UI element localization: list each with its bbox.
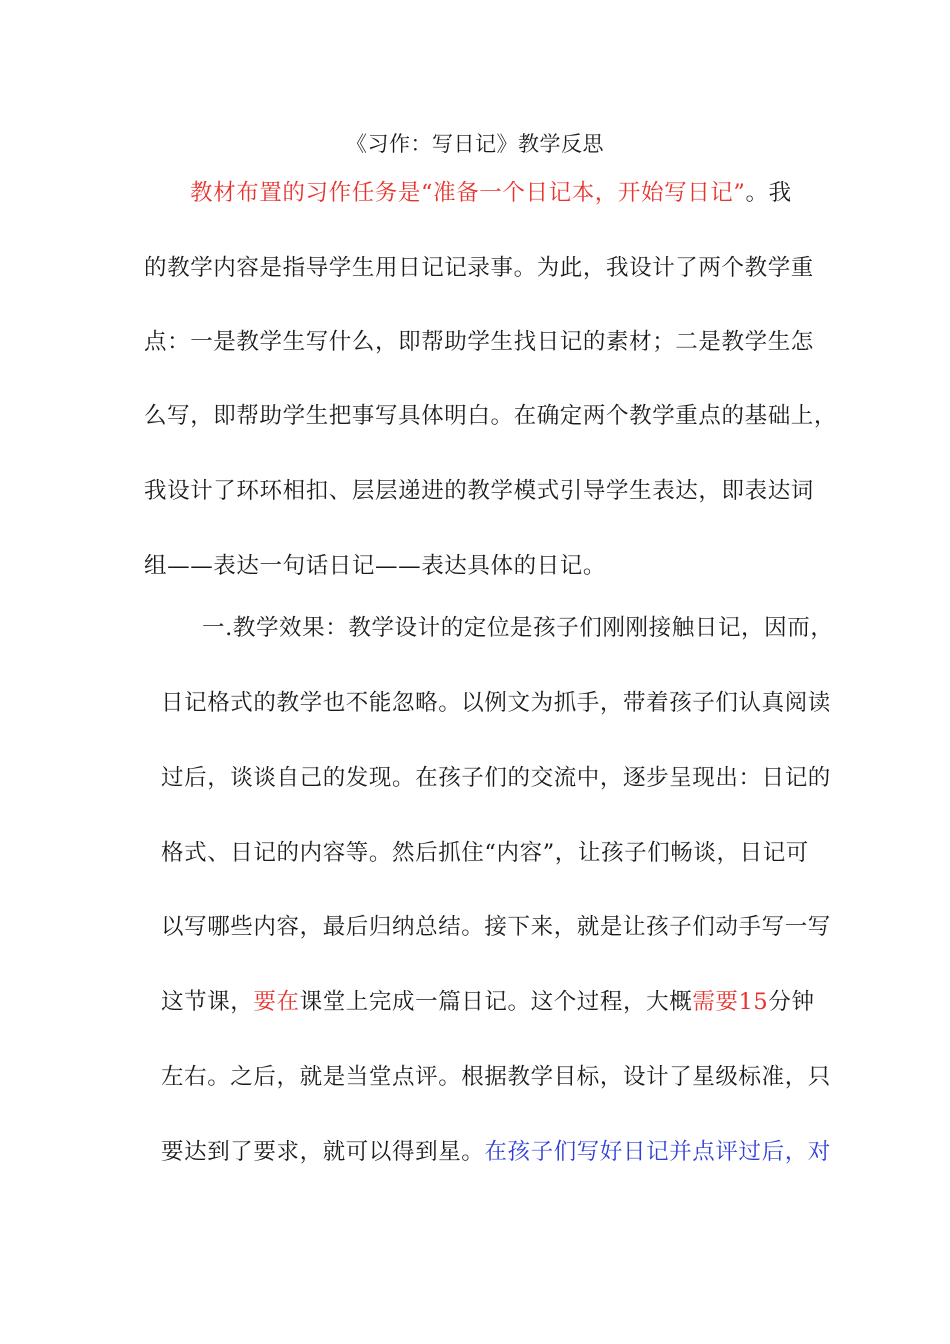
para1-line-4: 么写，即帮助学生把事写具体明白。在确定两个教学重点的基础上， bbox=[144, 403, 838, 429]
para1-line-2: 的教学内容是指导学生用日记记录事。为此，我设计了两个教学重 bbox=[144, 255, 814, 281]
highlight-blue-text: 在孩子们写好日记并点评过后，对 bbox=[484, 1139, 831, 1165]
para2-line-5: 以写哪些内容，最后归纳总结。接下来，就是让孩子们动手写一写 bbox=[161, 914, 831, 940]
para2-line-8 bbox=[161, 1137, 831, 1167]
highlight-yaozai: 要在 bbox=[253, 989, 300, 1015]
highlight-xuyao: 需要 bbox=[692, 989, 739, 1015]
para1-line-1 bbox=[190, 178, 792, 208]
para2-line-6-middle: 课堂上完成一篇日记。这个过程，大概 bbox=[299, 989, 693, 1015]
para2-line-8-start: 要达到了要求，就可以得到星。 bbox=[161, 1139, 485, 1165]
para2-line-1: 一.教学效果：教学设计的定位是孩子们刚刚接触日记，因而， bbox=[202, 615, 834, 641]
para1-line-3: 点：一是教学生写什么，即帮助学生找日记的素材；二是教学生怎 bbox=[144, 329, 814, 355]
para1-line-1-rest: 。我 bbox=[745, 180, 792, 206]
para2-line-6 bbox=[161, 987, 815, 1017]
para2-line-6-start: 这节课， bbox=[161, 989, 254, 1015]
highlight-minutes-number: 15 bbox=[738, 989, 769, 1015]
para2-line-3: 过后，谈谈自己的发现。在孩子们的交流中，逐步呈现出：日记的 bbox=[161, 765, 831, 791]
para1-line-5: 我设计了环环相扣、层层递进的教学模式引导学生表达，即表达词 bbox=[144, 478, 814, 504]
para2-line-7: 左右。之后，就是当堂点评。根据教学目标，设计了星级标准，只 bbox=[161, 1064, 831, 1090]
page-title: 《习作：写日记》教学反思 bbox=[346, 132, 604, 156]
highlighted-task-text: 教材布置的习作任务是“准备一个日记本，开始写日记” bbox=[190, 180, 746, 206]
para2-line-2: 日记格式的教学也不能忽略。以例文为抓手，带着孩子们认真阅读 bbox=[161, 690, 831, 716]
para2-line-6-end: 分钟 bbox=[768, 989, 815, 1015]
para1-line-6: 组——表达一句话日记——表达具体的日记。 bbox=[144, 553, 607, 579]
para2-line-4: 格式、日记的内容等。然后抓住“内容”，让孩子们畅谈，日记可 bbox=[161, 840, 809, 866]
